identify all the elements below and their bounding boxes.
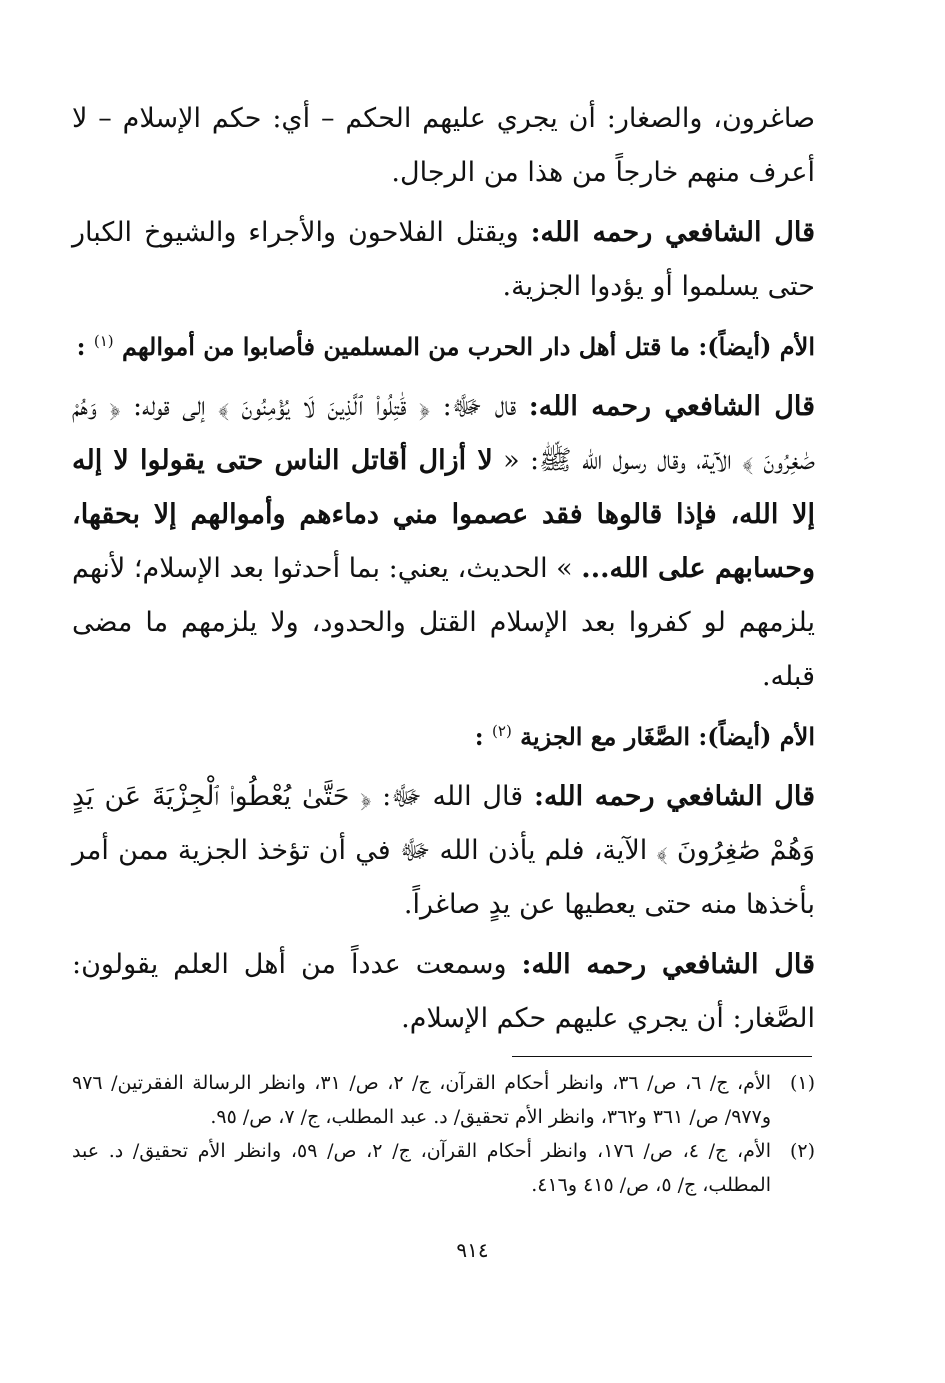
footnote-1-number: (١) xyxy=(789,1072,815,1094)
section-heading-2 xyxy=(72,710,815,764)
paragraph-5-text: وسمعت عدداً من أهل العلم يقولون: الصَّغار: أن يجري عليهم حكم الإسلام. xyxy=(72,949,815,1034)
paragraph-3 xyxy=(72,380,815,704)
paragraph-5 xyxy=(72,938,815,1046)
footnote-1-text: الأم، ج/ ٦، ص/ ٣٦، وانظر أحكام القرآن، ج/ ٢، ص/ ٣١، وانظر الرسالة الفقرتين/ ٩٧٦ و٩٧٧/ ص/ ٣٦١ و٣٦٢، وانظر الأم تحقيق/ د. عبد المطلب، ج/ ٧، ص/ ٩٥. xyxy=(72,1072,771,1128)
footnote-2 xyxy=(72,1134,815,1202)
footnote-1 xyxy=(72,1066,815,1134)
paragraph-1-text: صاغرون، والصغار: أن يجري عليهم الحكم – أي: حكم الإسلام – لا أعرف منهم خارجاً من هذا من الرجال. xyxy=(72,103,815,188)
section-heading-2-text: الأم (أيضاً): الصَّغَار مع الجزية xyxy=(520,722,815,751)
footnote-ref-2: (٢) xyxy=(492,722,512,740)
paragraph-3-text-b: » الحديث، يعني: بما أحدثوا بعد الإسلام؛ لأنهم يلزمهم لو كفروا بعد الإسلام القتل والحدود، ولا يلزمهم ما مضى قبله. xyxy=(72,553,815,692)
speaker-label: قال الشافعي رحمه الله: xyxy=(528,391,815,422)
speaker-label: قال الشافعي رحمه الله: xyxy=(530,217,815,248)
speaker-label: قال الشافعي رحمه الله: xyxy=(533,781,815,812)
hadith-quote: لا أزال أقاتل الناس حتى يقولوا لا إله إلا الله، فإذا قالوها فقد عصموا مني دماءهم وأموالهم إلا بحقها، وحسابهم على الله... xyxy=(72,445,815,584)
speaker-label: قال الشافعي رحمه الله: xyxy=(521,949,815,980)
paragraph-2-text: ويقتل الفلاحون والأجراء والشيوخ الكبار حتى يسلموا أو يؤدوا الجزية. xyxy=(72,217,815,302)
footnote-separator xyxy=(512,1056,812,1057)
main-text xyxy=(72,92,815,1046)
paragraph-1 xyxy=(72,92,815,200)
footnote-2-text: الأم، ج/ ٤، ص/ ١٧٦، وانظر أحكام القرآن، ج/ ٢، ص/ ٥٩، وانظر الأم تحقيق/ د. عبد المطلب، ج/ ٥، ص/ ٤١٥ و٤١٦. xyxy=(72,1140,771,1196)
section-heading-1 xyxy=(72,320,815,374)
section-heading-2-colon: : xyxy=(474,722,484,751)
paragraph-3-text-a: قال ﷻ: ﴿ قَٰتِلُوا۟ ٱلَّذِينَ لَا يُؤْمِنُونَ ﴾ إلى قوله: ﴿ وَهُمْ صَٰغِرُونَ ﴾ الآية، وقال رسول الله ﷺ: « xyxy=(72,391,815,476)
section-heading-1-text: الأم (أيضاً): ما قتل أهل دار الحرب من المسلمين فأصابوا من أموالهم xyxy=(122,332,815,361)
paragraph-4-text: قال الله ﷻ: ﴿ حَتَّىٰ يُعْطُوا۟ ٱلْجِزْيَةَ عَن يَدٍ وَهُمْ صَٰغِرُونَ ﴾ الآية، فلم يأذن الله ﷻ في أن تؤخذ الجزية ممن أمر بأخذها منه حتى يعطيها عن يدٍ صاغراً. xyxy=(72,781,815,920)
footnote-2-number: (٢) xyxy=(789,1140,815,1162)
paragraph-4 xyxy=(72,770,815,932)
section-heading-1-colon: : xyxy=(76,332,86,361)
footnotes xyxy=(72,1066,815,1202)
page-number: ٩١٤ xyxy=(456,1238,489,1262)
paragraph-2 xyxy=(72,206,815,314)
footnote-ref-1: (١) xyxy=(93,332,114,350)
